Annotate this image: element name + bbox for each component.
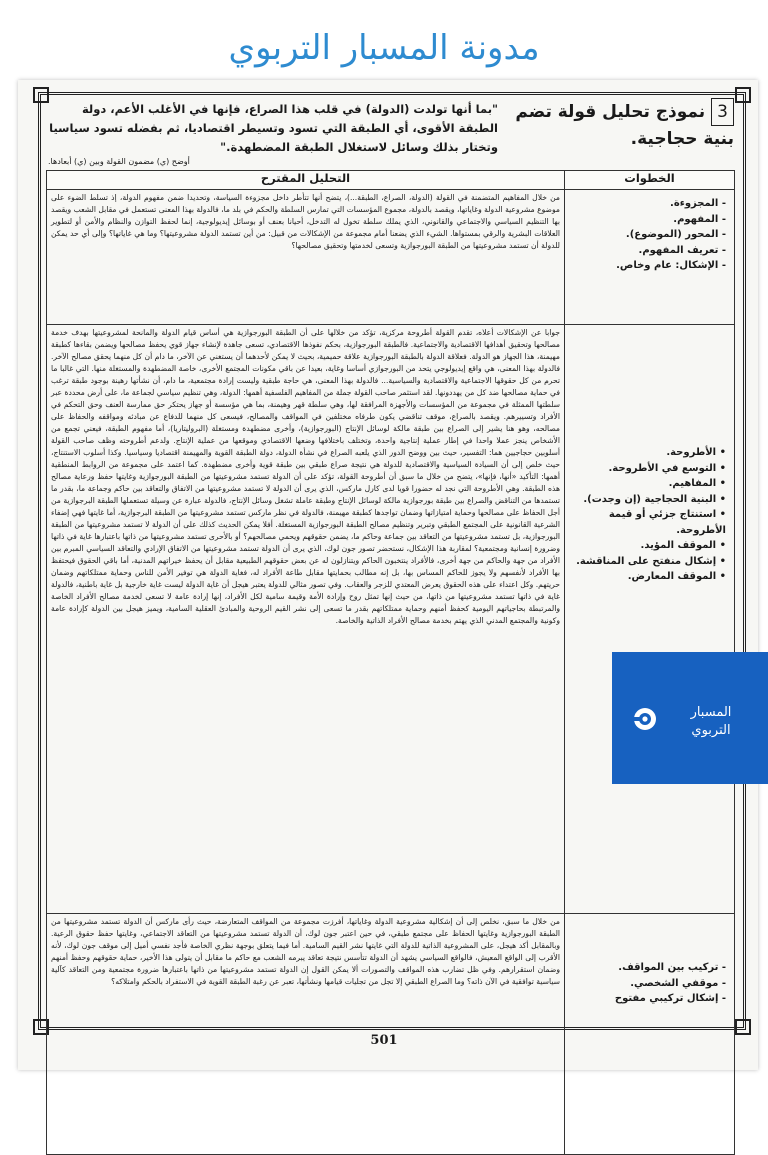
step-item: • التوسع في الأطروحة. — [608, 462, 726, 474]
step-item: • الموقف المعارض. — [627, 571, 726, 582]
border-corner-ornament — [33, 87, 49, 103]
logo-line-1: المسبار — [690, 705, 732, 720]
analysis-cell: جوابا عن الإشكالات أعلاه، تقدم القولة أطروحة مركزية، تؤكد من خلالها على أن الطبقة البورجوازية هي أساس قيام الدولة والمانحة لمشروعيتها بهدف خدمة مصالحها وتحقيق أهدافها الاقتصادية والاجتماعية. فالطبقة البورجوازية، بحكم نفوذها الاقتصادي، تسعى جاهدة لإنشاء جهاز قوي يحفظ مصالحها ويضمن بقاءها كطبقة مهيمنة، هذا الجهاز هو الدولة. فعلاقة الدولة بالطبقة البورجوازية علاقة حميمية، بحيث لا يمكن لأحدهما أن يستغني عن الآخر، ما دام أن كل منهما يحقق مصالح الآخر. فالدولة بهذا المعنى، هي واقع إيديولوجي يتحد من البورجوازي أساسا وغاية، بعيدا عن باقي مكونات المجتمع الأخرى، خاصة المضطهدة والمستغلة منها. التي غالبا ما تحرم من كل حقوقها الاجتماعية والاقتصادية والسياسية... فالدولة بهذا المعنى، هي حاجة طبقية وليست إرادة مجتمعية، ما دام، أن نشأتها رهينة بوجود طبقة ترغب في حماية مصالحها ضد كل من يهددونها. لقد استثمر صاحب القولة جملة من المفاهيم الفلسفية أهمها: الدولة، وهي تنظيم سياسي لجماعة ما، على أرض محددة عبر سلطتها الممثلة في مجموعة من المؤسسات والأجهزة المرافقة لها، وهي سلطة قهر وهيمنة، بما هي مؤسسة أو جهاز يحتكر حق ممارسة العنف وحق التحكم في الأفراد وتسييرهم. ويقصد بالصراع، موقف تناقضي يكون طرفاه مختلفين في المواقف والمصالح، فيسعى كل منهما للدفاع عن مبادئه ومواقفه والحفاظ على مصالحه، وهو هنا يشير إلى الصراع بين طبقة مالكة لوسائل الإنتاج (البورجوازية)، وأخرى مضطهدة ومستغلة (البروليتاريا)، أما مفهوم الطبقة، فيعني تجمع من الأشخاص ينجز عملا واحدا في إطار عملية إنتاجية واحدة، وتختلف باختلافها وضعها الاقتصادي وموقعها من عملية الإنتاج. ولدعم أطروحته وظف صاحب القولة أسلوبين حجاجيين هما: التفسير، حيث بين ووضح الدور الذي يلعبه الصراع في نشأة الدولة، دولة الطبقة القوية والمهيمنة اقتصاديا وسياسيا. وكذا أسلوب الاستنتاج، حيث خلص إلى أن السيادة السياسية والاقتصادية للدولة هي نتيجة صراع طبقي بين طبقة قوية وأخرى مضطهدة. كما اعتمد على مجموعة من الروابط المنطقية أهمها: التأكيد «أنها، فإنها»، يتضح من خلال ما سبق أن أطروحة القولة، تؤكد على أن الدولة تستمد مشروعيتها من الطبقة البورجوازية وغايتها حفظ ورعاية مصالح هذه الطبقة. وهي الأطروحة التي نجد له حضورا قويا لدى كارل ماركس، الذي يرى أن الدولة لا تستمد مشروعيتها من الاتفاق والتعاقد بين حاكم وجماعة ما، بقدر ما تستمدها من التناقض والصراع بين طبقة بورجوازية مالكة لوسائل الإنتاج وطبقة عاملة تشغل وسائل الإنتاج، فالدولة عبارة عن وسيلة تستعملها الطبقة البرجوازية من أجل الحفاظ على مصالحها وحماية امتيازاتها وضمان تواجدها كطبقة مهيمنة، فالدولة في نظر ماركس تستمد مشروعيتها من الطبقة البرجوازية، أما غايتها فهي إضفاء الشرعية القانونية على المجتمع الطبقي وتبرير وتنظيم مصالح الطبقة البورجوازية المستغلة. أفلا يمكن الحديث كذلك على أن الدولة لا تستمد مشروعيتها من الطبقة البورجوازية، بل تستمد مشروعيتها من التعاقد بين جماعة وحاكم ما، يضمن حقوقهم ويحمي مصالحهم؟ أو بالأحرى تستمد مشروعيتها من ذاتها باعتبارها غاية في ذاتها وضرورة إنسانية ومجتمعية؟ لمقاربة هذا الإشكال، نستحضر تصور جون لوك، الذي يرى أن الدولة تستمد مشروعيتها من الاتفاق الإرادي والتعاقد السياسي المبرم بين الأفراد من جهة والحاكم من جهة أخرى، فالأفراد ينتخبون الحاكم ويتنازلون له عن بعض حقوقهم الطبيعية مقابل أن يحفظ خيراتهم المدنية، أما باقي الحقوق فيحتفظ بها الأفراد لأنفسهم ولا يجوز للحاكم المساس بها، بل إنه مطالب بحمايتها مقابل طاعة الأفراد له، فغاية الدولة هي توفير الأمن للناس وحماية ممتلكاتهم وضمان حريتهم. وكل اعتداء على هذه الحقوق يعرض المعتدي للزجر والعقاب. وفي تصور مثالي للدولة يعتبر هيجل أن غاية الدولة ليست غاية خارجية بل غاية باطنية، فالدولة غاية في ذاتها تستمد مشروعيتها من ذاتها، من حيث إنها تمثل روح وإرادة الأمة وقيمة سامية لكل الأفراد، إنها إرادة عامة لا تسعى لخدمة مصالح الأفراد الخاصة والمرتبطة بحاجياتهم اليومية كحفظ أمنهم وحماية ممتلكاتهم بقدر ما تسعى إلى نشر القيم الروحية والمبادئ العقلية السامية، ويميز هيجل بين الدولة كإرادة عامة وكونية والمجتمع المدني الذي يهتم بخدمة مصالح الأفراد الذاتية والخاصة. — [47, 325, 565, 914]
section-title: نموذج تحليل قولة تضم بنية حجاجية. — [515, 102, 734, 150]
step-item: • إشكال منفتح على المناقشة. — [576, 555, 726, 567]
logo-text — [676, 704, 746, 739]
quote-instruction: أوضح (ي) مضمون القولة وبين (ي) أبعادها. — [48, 156, 190, 166]
analysis-cell: من خلال المفاهيم المتضمنة في القولة (الدولة، الصراع، الطبقة...)، يتضح أنها تتأطر داخل مجزوءة السياسة، وتحديدا ضمن مفهوم الدولة، إذ تسلط الضوء على موضوع مشروعية الدولة وغاياتها، ويقصد بالدولة، مجموع المؤسسات التي تمارس السلطة والحكم في بلد ما، فالدولة بهذا المعنى تستعمل في مقابل الشعب ويقصد بها التنظيم السياسي والاجتماعي والقانوني، الذي يملك سلطة تخول له التدخل، أحيانا بعنف أو بوسائل إيديولوجية، إنما لحفظ التوازن والنظام والأمن أو لتطوير العلاقات البشرية والرقي بمستواها. الشيء الذي يضعنا أمام مجموعة من الإشكالات من قبيل: من أين تستمد الدولة مشروعيتها؟ وما هي غاياتها؟ وإلى أي حد يمكن للدولة أن تستمد مشروعيتها من الطبقة البورجوازية وتسعى لخدمتها وتحقيق مصالحها؟ — [47, 190, 565, 325]
column-header-steps: الخطوات — [565, 171, 735, 190]
analysis-cell: من خلال ما سبق، نخلص إلى أن إشكالية مشروعية الدولة وغاياتها، أفرزت مجموعة من المواقف المتعارضة، حيث رأى ماركس أن الدولة تستمد مشروعيتها من الطبقة البورجوازية وغايتها الحفاظ على مجتمع طبقي، في حين اعتبر جون لوك، أن الدولة تستمد مشروعيتها من التعاقد الاجتماعي، وغايتها حفظ حقوق الرعية. وبالمقابل أكد هيجل، على المشروعية الذاتية للدولة التي غايتها نشر القيم السامية. أما فيما يتعلق بوجهة نظري الخاصة فأجد نفسي أميل إلى موقف جون لوك، لأنه الأقرب إلى الواقع المعيش، فالواقع السياسي يشهد أن الدولة تتأسس نتيجة تعاقد يبرمه الشعب مع حاكم ما مقابل أن يتولى هذا الأخير، حماية حقوقهم وحفظ أمنهم وضمان استقرارهم. وفي ظل تضارب هذه المواقف والتصورات ألا يمكن القول إن الدولة تستمد مشروعيتها من ذاتها باعتبارها ضرورة مجتمعية ومن التعاقد كآلية سياسية توافقية في الآن ذاته؟ وما الصراع الطبقي إلا تجل من تجليات قيامها ونشأتها، تعبر عن رغبة الطبقة القوية في الاستفراد بالحكم وامتلاكه؟ — [47, 914, 565, 1155]
logo-icon — [632, 706, 658, 732]
step-item: - إشكال تركيبي مفتوح — [614, 993, 726, 1004]
step-item: - موقفي الشخصي. — [630, 977, 726, 989]
step-item: - الإشكال: عام وخاص. — [616, 260, 726, 271]
step-item: • الأطروحة. — [666, 447, 726, 458]
step-item: • استنتاج جزئي أو قيمة الأطروحة. — [608, 509, 726, 536]
step-item: - تركيب بين المواقف. — [618, 962, 726, 973]
step-item: - المجزوءة. — [670, 198, 726, 209]
steps-cell — [565, 190, 735, 325]
section-heading — [499, 98, 734, 153]
step-item: - المفهوم. — [673, 213, 726, 225]
border-corner-ornament — [735, 87, 751, 103]
quote — [48, 100, 498, 168]
table-row-introduction — [47, 190, 735, 325]
table-row-body — [47, 325, 735, 914]
steps-cell — [565, 325, 735, 914]
step-item: • الموقف المؤيد. — [640, 540, 726, 551]
step-item: - تعريف المفهوم. — [638, 244, 726, 256]
step-item: - المحور (الموضوع). — [625, 229, 726, 240]
quote-text: "بما أنها تولدت (الدولة) في قلب هذا الصراع، فإنها في الأغلب الأعم، دولة الطبقة الأقوى، أي الطبقة التي تسود وتسيطر اقتصاديا، ثم بفضله تسود سياسيا وتختار بذلك وسائل لاستغلال الطبقة المضطهدة." — [49, 102, 498, 154]
section-number: 3 — [711, 98, 734, 126]
blog-title: مدونة المسبار التربوي — [228, 28, 540, 68]
page-number: 501 — [370, 1033, 398, 1048]
step-item: • البنية الحجاجية (إن وجدت). — [583, 493, 726, 505]
watermark-logo — [612, 652, 768, 784]
logo-line-2: التربوي — [691, 722, 731, 738]
column-header-analysis: التحليل المقترح — [47, 171, 565, 190]
step-item: • المفاهيم. — [668, 478, 726, 489]
